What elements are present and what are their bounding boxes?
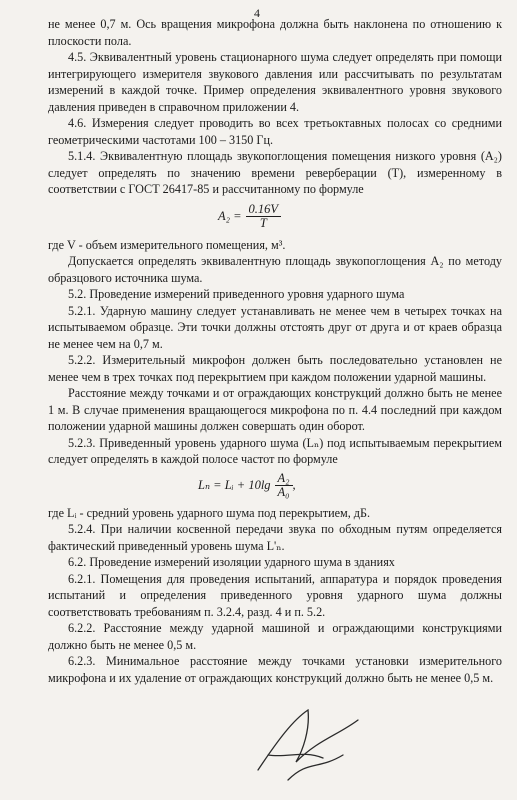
paragraph-5-2-3: 5.2.3. Приведенный уровень ударного шума (Lₙ) под испытываемым перекрытием следует определять в каждой полосе частот по формуле (48, 435, 502, 466)
formula-lhs: Lₙ = Lᵢ + 10lg (198, 478, 271, 493)
formula-explanation-li: где Lᵢ - средний уровень ударного шума под перекрытием, дБ. (48, 505, 371, 520)
handwritten-signature (248, 700, 368, 790)
formula-denominator: T (259, 216, 267, 230)
formula-impact-level (48, 470, 502, 502)
paragraph-distance: Расстояние между точками и от ограждающих конструкций должно быть не менее 1 м. В случае применения вращающегося микрофона по п. 4.4 последний при каждом положении ударной машины должен совершать один оборот. (48, 386, 502, 433)
paragraph-6-2-1: 6.2.1. Помещения для проведения испытаний, аппаратура и порядок проведения испытаний и определения приведенного уровня ударного шума должны соответствовать требованиям п. 3.2.4, разд. 4 и п. 5.2. (48, 571, 502, 619)
page-number: 4 (254, 6, 260, 20)
paragraph-6-2-2: 6.2.2. Расстояние между ударной машиной и ограждающими конструкциями должно быть не менее 0,5 м. (48, 621, 502, 652)
paragraph-5-2-1: 5.2.1. Ударную машину следует устанавливать не менее чем в четырех точках на испытываемом образце. Эти точки должны отстоять друг от друга и от краев образца не менее чем на 0,7 м. (48, 303, 502, 351)
paragraph-5-1-4: 5.1.4. Эквивалентную площадь звукопоглощения помещения низкого уровня (A₂) следует определять по значению времени реверберации (T), измеренному в соответствии с ГОСТ 26417-85 и рассчитанному по формуле (48, 149, 502, 196)
paragraph-5-2-4: 5.2.4. При наличии косвенной передачи звука по обходным путям определяется фактический приведенный уровень шума L'ₙ. (48, 522, 502, 553)
formula-fraction (246, 203, 282, 230)
formula-tail: , (292, 478, 296, 493)
document-body (48, 16, 502, 686)
paragraph-6-2-3: 6.2.3. Минимальное расстояние между точками установки измерительного микрофона и их удаление от ограждающих конструкций должно быть не менее 0,5 м. (48, 654, 502, 685)
formula-denominator: A₀ (277, 485, 290, 499)
formula-fraction (275, 472, 293, 499)
formula-lhs: A₂ = (218, 209, 242, 224)
formula-explanation-v: где V - объем измерительного помещения, м³. (48, 237, 286, 252)
section-heading-5-2: 5.2. Проведение измерений приведенного уровня ударного шума (68, 287, 405, 301)
formula-numerator: A₂ (275, 472, 293, 486)
paragraph-4-6: 4.6. Измерения следует проводить во всех третьоктавных полосах со средними геометрическими частотами 100 – 3150 Гц. (48, 116, 502, 147)
paragraph-continuation: не менее 0,7 м. Ось вращения микрофона должна быть наклонена по отношению к плоскости пола. (48, 17, 502, 48)
formula-absorption-area (48, 200, 502, 234)
paragraph-5-2-2: 5.2.2. Измерительный микрофон должен быть последовательно установлен не менее чем в трех точках под перекрытием при каждом положении ударной машины. (48, 353, 502, 384)
section-heading-6-2: 6.2. Проведение измерений изоляции ударного шума в зданиях (68, 555, 395, 569)
formula-numerator: 0.16V (246, 203, 282, 217)
paragraph-reference-source: Допускается определять эквивалентную площадь звукопоглощения A₂ по методу образцового источника шума. (48, 254, 502, 285)
paragraph-4-5: 4.5. Эквивалентный уровень стационарного шума следует определять при помощи интегрирующего измерителя звукового давления или рассчитывать по результатам измерений в каждой точке. Пример определения эквивалентного уровня звукового давления приведен в справочном приложении 4. (48, 50, 502, 114)
